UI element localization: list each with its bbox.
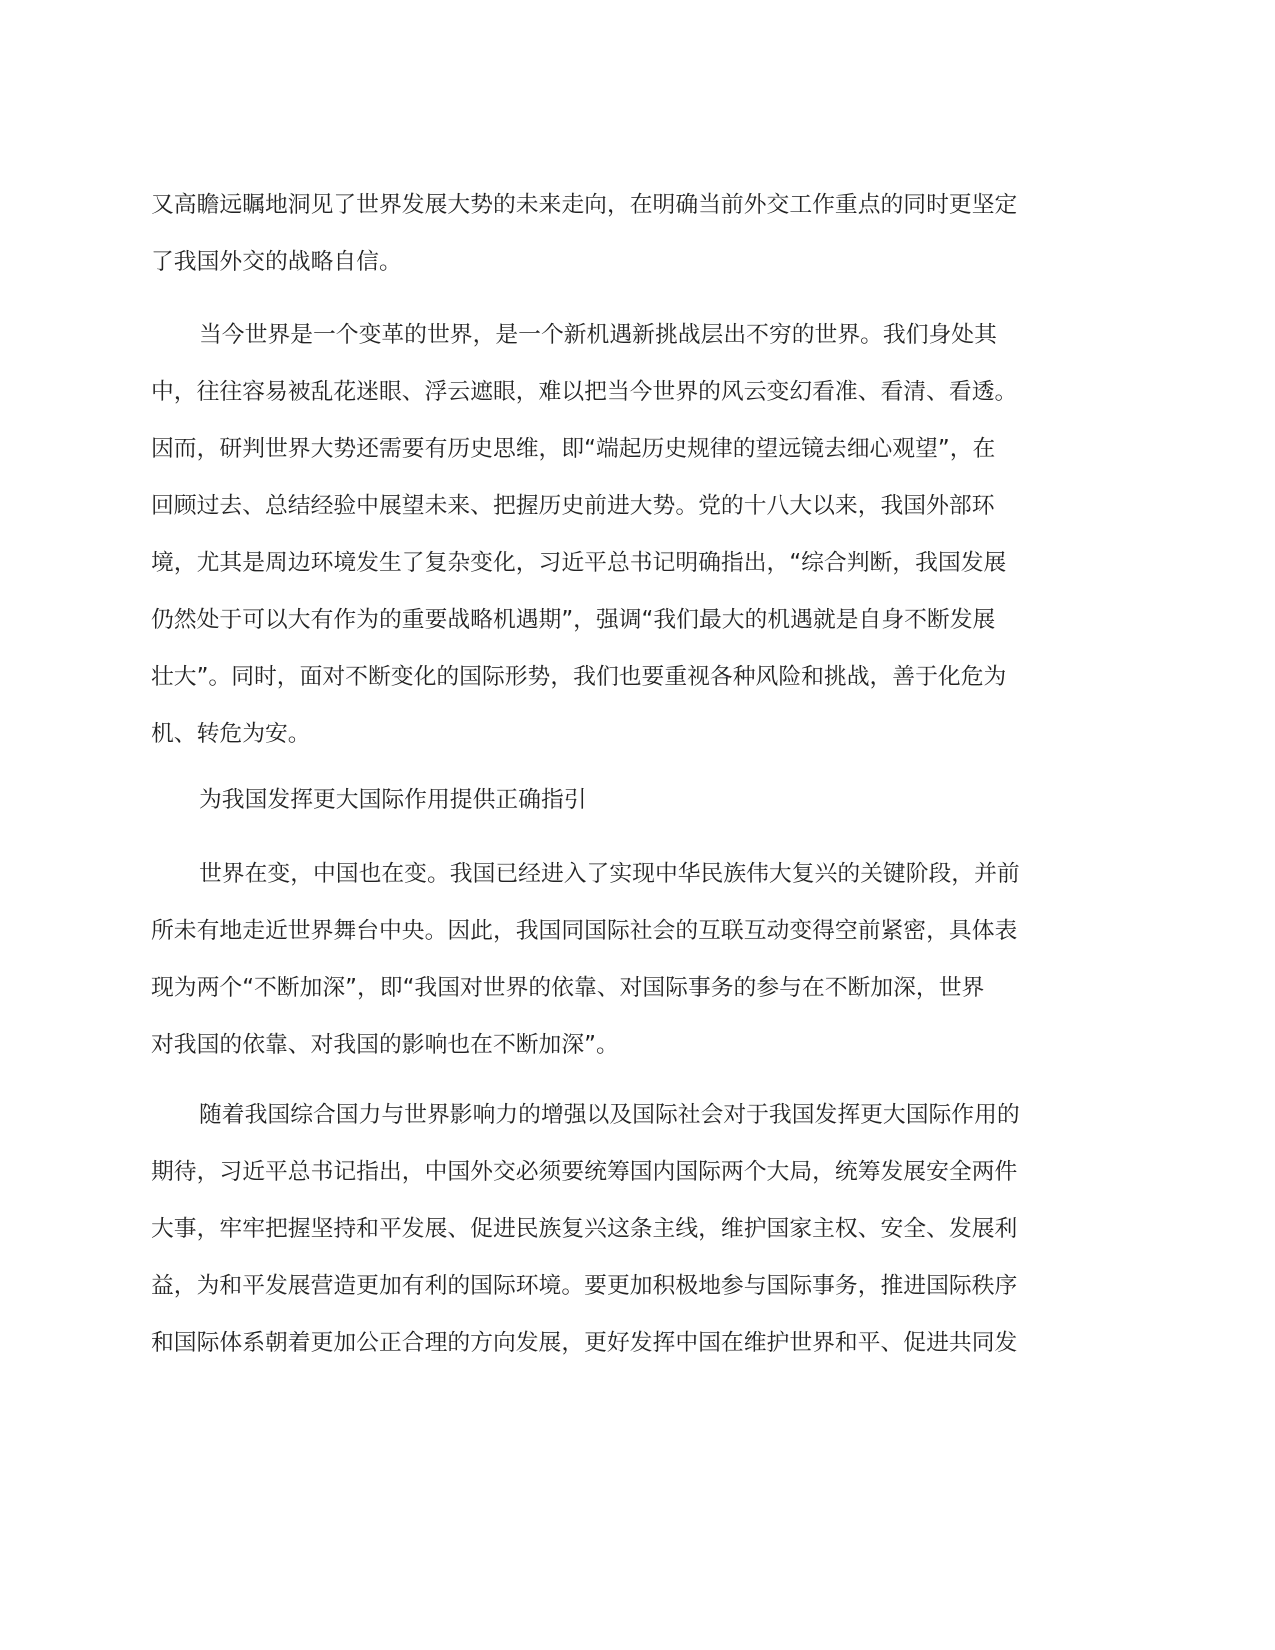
paragraph-line: 随着我国综合国力与世界影响力的增强以及国际社会对于我国发挥更大国际作用的 (199, 1102, 1020, 1128)
paragraph-line: 了我国外交的战略自信。 (151, 249, 402, 275)
paragraph-line: 境，尤其是周边环境发生了复杂变化，习近平总书记明确指出，“综合判断，我国发展 (151, 550, 1007, 576)
paragraph-line: 当今世界是一个变革的世界，是一个新机遇新挑战层出不穷的世界。我们身处其 (199, 322, 997, 348)
paragraph-line: 所未有地走近世界舞台中央。因此，我国同国际社会的互联互动变得空前紧密，具体表 (151, 918, 1018, 944)
paragraph-line: 大事，牢牢把握坚持和平发展、促进民族复兴这条主线，维护国家主权、安全、发展利 (151, 1216, 1018, 1242)
paragraph-line: 期待，习近平总书记指出，中国外交必须要统筹国内国际两个大局，统筹发展安全两件 (151, 1159, 1018, 1185)
paragraph-line: 回顾过去、总结经验中展望未来、把握历史前进大势。党的十八大以来，我国外部环 (151, 493, 995, 519)
paragraph-2 (151, 307, 1106, 763)
section-heading-text: 为我国发挥更大国际作用提供正确指引 (199, 787, 587, 813)
paragraph-line: 机、转危为安。 (151, 721, 311, 747)
paragraph-line: 和国际体系朝着更加公正合理的方向发展，更好发挥中国在维护世界和平、促进共同发 (151, 1330, 1018, 1356)
paragraph-line: 壮大”。同时，面对不断变化的国际形势，我们也要重视各种风险和挑战，善于化危为 (151, 664, 1007, 690)
paragraph-line: 益，为和平发展营造更加有利的国际环境。要更加积极地参与国际事务，推进国际秩序 (151, 1273, 1018, 1299)
paragraph-line: 因而，研判世界大势还需要有历史思维，即“端起历史规律的望远镜去细心观望”，在 (151, 436, 996, 462)
section-heading (151, 772, 1106, 829)
paragraph-1 (151, 177, 1106, 291)
paragraph-line: 世界在变，中国也在变。我国已经进入了实现中华民族伟大复兴的关键阶段，并前 (199, 861, 1020, 887)
paragraph-line: 现为两个“不断加深”，即“我国对世界的依靠、对国际事务的参与在不断加深，世界 (151, 975, 985, 1001)
paragraph-line: 又高瞻远瞩地洞见了世界发展大势的未来走向，在明确当前外交工作重点的同时更坚定 (151, 192, 1018, 218)
paragraph-line: 仍然处于可以大有作为的重要战略机遇期”，强调“我们最大的机遇就是自身不断发展 (151, 607, 996, 633)
paragraph-3 (151, 846, 1106, 1074)
paragraph-line: 对我国的依靠、对我国的影响也在不断加深”。 (151, 1032, 619, 1058)
paragraph-4 (151, 1087, 1106, 1372)
paragraph-line: 中，往往容易被乱花迷眼、浮云遮眼，难以把当今世界的风云变幻看准、看清、看透。 (151, 379, 1018, 405)
